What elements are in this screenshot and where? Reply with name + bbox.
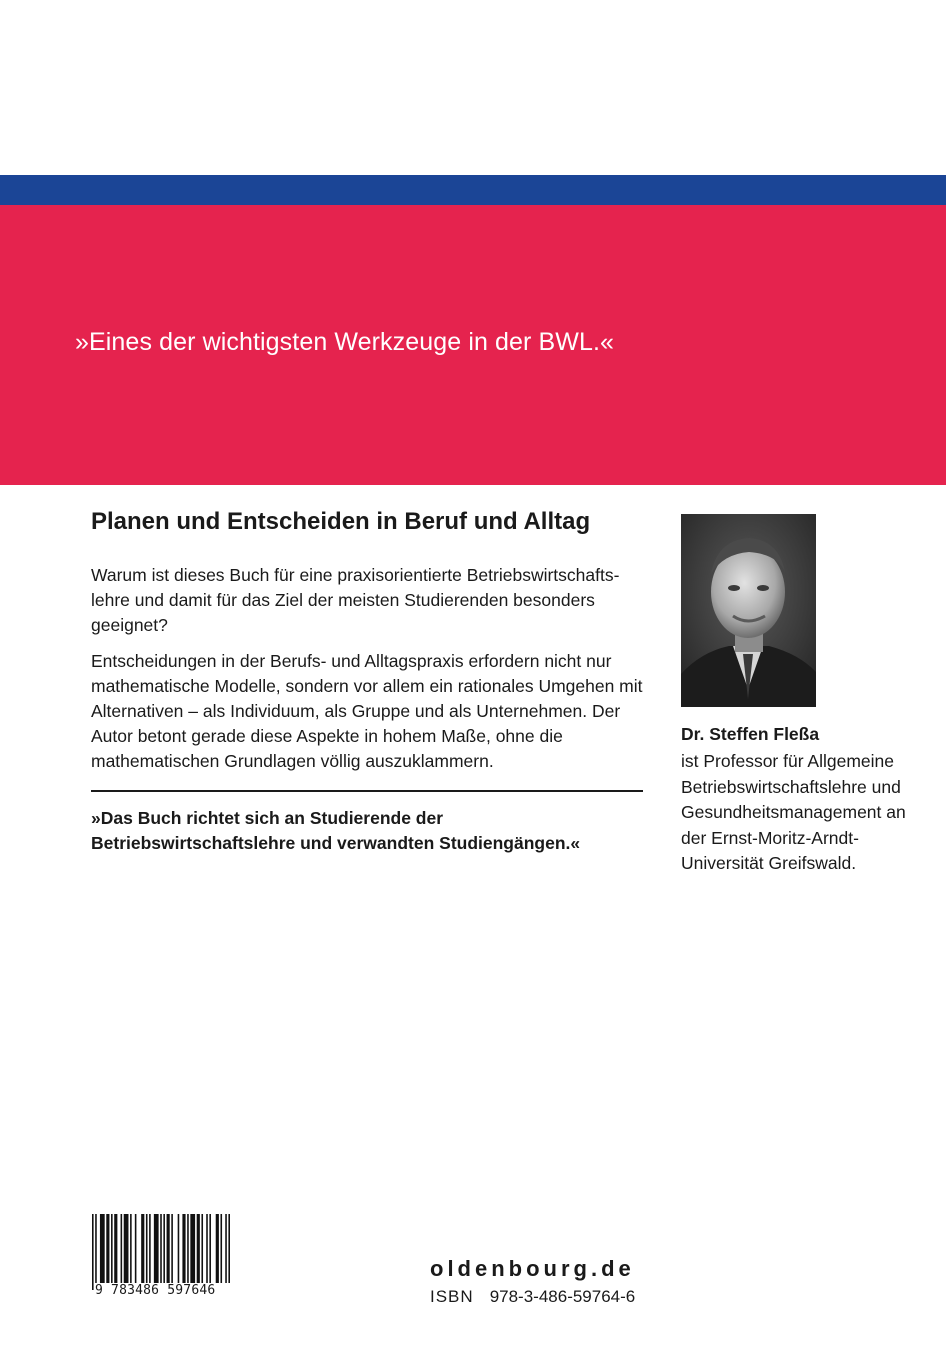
barcode-bar <box>130 1214 132 1290</box>
barcode-bar <box>124 1214 129 1290</box>
barcode-digits: 9 783486 597646 <box>95 1283 235 1298</box>
barcode-bar <box>197 1214 200 1290</box>
barcode-bar <box>228 1214 230 1290</box>
barcode-bar <box>141 1214 144 1290</box>
barcode-bar <box>209 1214 211 1290</box>
barcode-bar <box>149 1214 151 1290</box>
barcode-bar <box>121 1214 123 1290</box>
publisher-url: oldenbourg.de <box>430 1256 635 1281</box>
barcode-bar <box>135 1214 137 1290</box>
barcode-bar <box>114 1214 117 1290</box>
blue-stripe <box>0 175 946 205</box>
isbn-barcode <box>92 1214 230 1290</box>
barcode-bar <box>163 1214 165 1290</box>
barcode-bar <box>225 1214 227 1290</box>
section-heading: Planen und Entscheiden in Beruf und Alltag <box>91 508 591 535</box>
barcode-bar <box>154 1214 159 1290</box>
barcode-bar <box>167 1214 170 1290</box>
barcode-bar <box>216 1214 219 1290</box>
barcode-bar <box>106 1214 109 1290</box>
barcode-bar <box>182 1214 185 1290</box>
barcode-bar <box>95 1214 97 1290</box>
intro-paragraph: Warum ist dieses Buch für eine praxisorientierte Betriebswirtschaftslehre und damit für das Ziel der meisten Studierenden besonders geeignet? <box>91 565 620 635</box>
barcode-bar <box>111 1214 113 1290</box>
barcode-bar <box>220 1214 222 1290</box>
divider-line <box>91 790 643 792</box>
body-paragraph: Entscheidungen in der Berufs- und Alltagspraxis erfordern nicht nur mathematische Modelle, sondern vor allem ein rationales Umgehen mit Alternativen – als Individuum, als Gruppe und als Unternehmen. Der Autor betont gerade diese Aspekte in hohem Maße, ohne die mathematischen Grundlagen völlig auszuklammern. <box>91 651 643 771</box>
barcode-bar <box>187 1214 189 1290</box>
tagline: »Eines der wichtigsten Werkzeuge in der BWL.« <box>75 328 615 356</box>
author-portrait-icon <box>681 514 816 707</box>
isbn-number: 978-3-486-59764-6 <box>489 1287 636 1306</box>
barcode-bar <box>178 1214 180 1290</box>
author-name: Dr. Steffen Fleßa <box>681 724 820 744</box>
barcode-bar <box>190 1214 195 1290</box>
author-bio: ist Professor für Allgemeine Betriebswirtschaftslehre und Gesundheitsmanagement an der Ernst-Moritz-Arndt-Universität Greifswald. <box>681 751 906 873</box>
isbn-label: ISBN <box>430 1287 474 1306</box>
barcode-bar <box>146 1214 148 1290</box>
author-photo <box>681 514 816 707</box>
barcode-bar <box>201 1214 203 1290</box>
barcode-bar <box>92 1214 94 1290</box>
barcode-bar <box>100 1214 105 1290</box>
barcode-bar <box>206 1214 208 1290</box>
isbn-line <box>430 1287 635 1307</box>
barcode-bar <box>171 1214 173 1290</box>
barcode-bar <box>160 1214 162 1290</box>
target-audience-quote: »Das Buch richtet sich an Studierende der Betriebswirtschaftslehre und verwandten Studiengängen.« <box>91 808 581 853</box>
